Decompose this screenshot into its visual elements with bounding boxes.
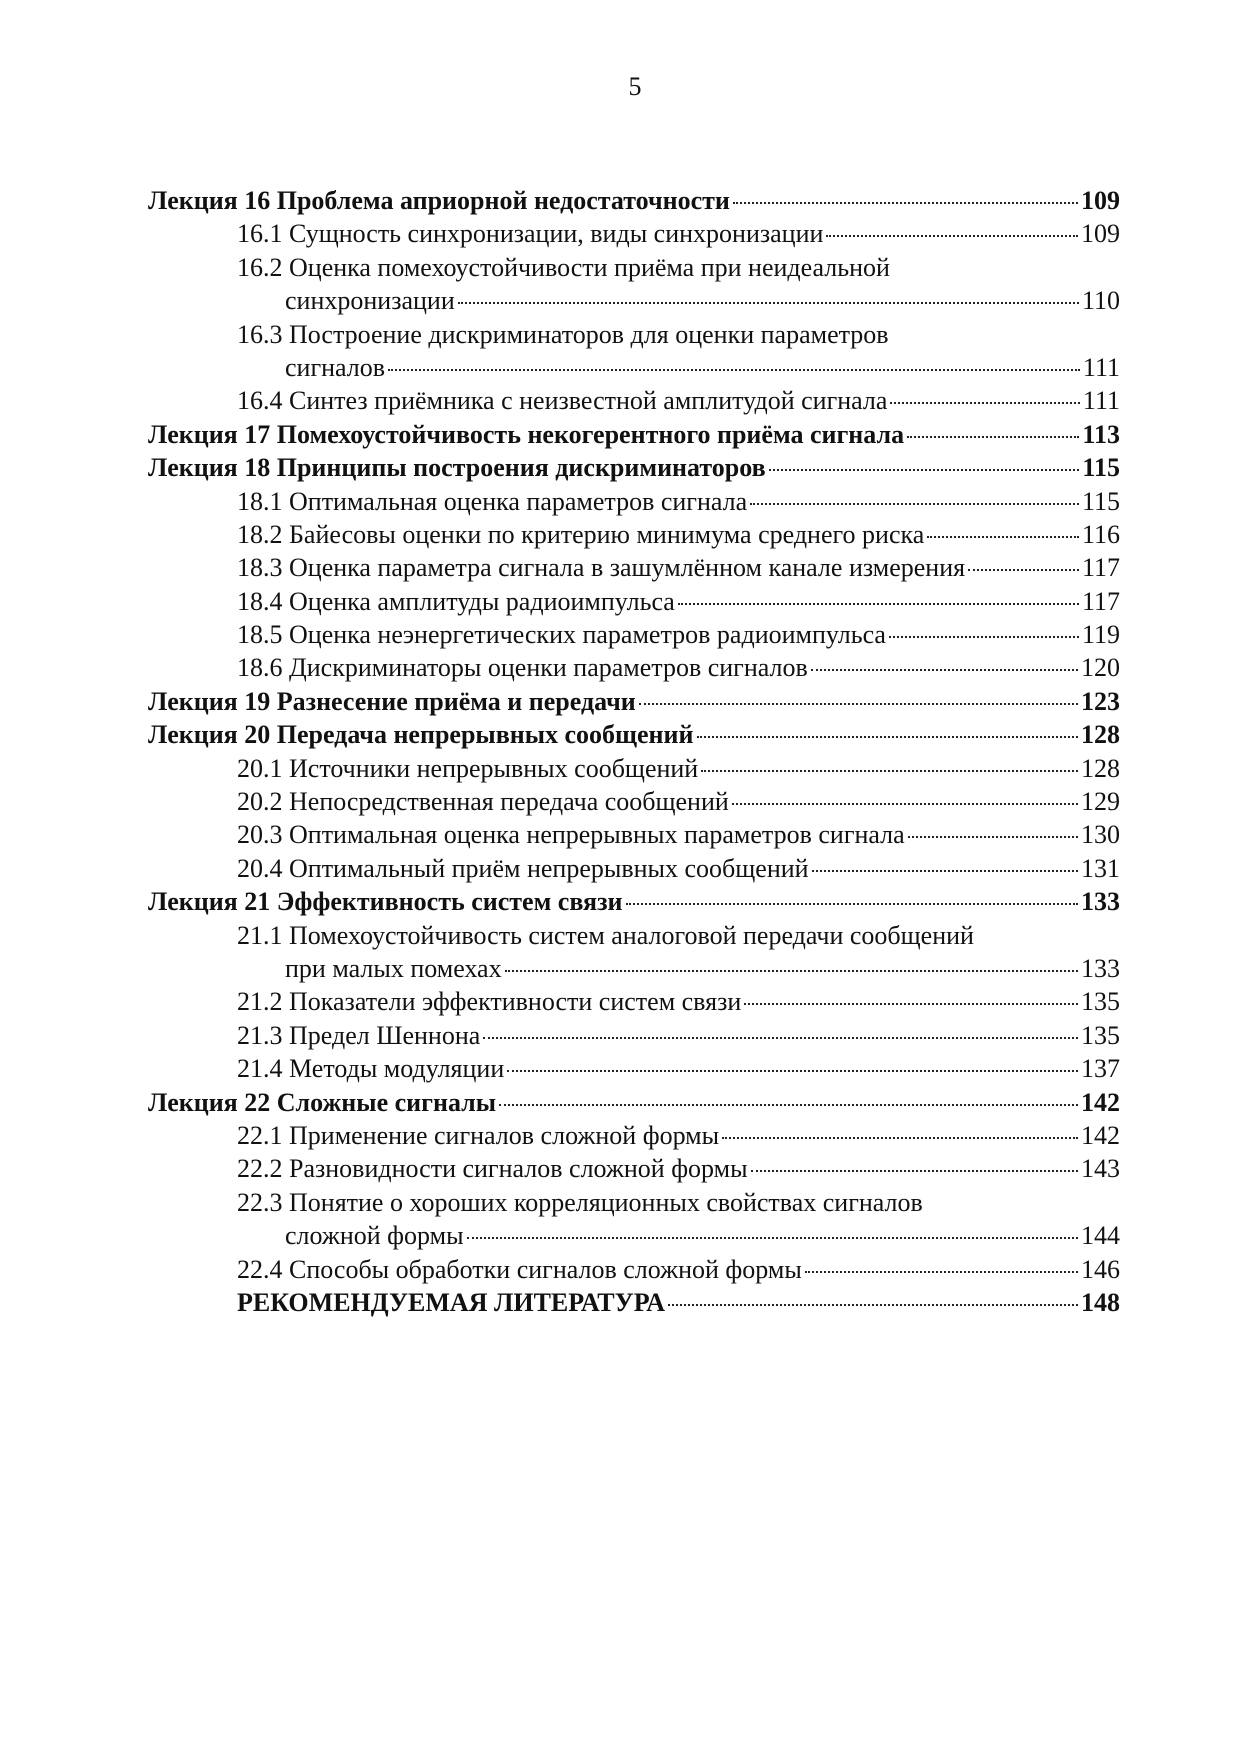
leader-dots bbox=[697, 736, 1079, 738]
toc-section-20-4[interactable] bbox=[148, 852, 1120, 885]
toc-entry-page: 143 bbox=[1081, 1154, 1120, 1184]
leader-dots bbox=[701, 770, 1078, 772]
toc-entry-page: 128 bbox=[1081, 753, 1120, 783]
toc-section-22-3-line1[interactable]: 22.3 Понятие о хороших корреляционных свойствах сигналов bbox=[237, 1187, 923, 1217]
toc-section-18-2[interactable] bbox=[148, 518, 1120, 551]
toc-entry-title: 16.1 Сущность синхронизации, виды синхронизации bbox=[237, 219, 824, 249]
toc-entry-title: Лекция 18 Принципы построения дискриминаторов bbox=[148, 453, 766, 483]
leader-dots bbox=[750, 503, 1079, 505]
toc-lecture-16[interactable] bbox=[148, 184, 1120, 217]
toc-section-18-1[interactable] bbox=[148, 485, 1120, 518]
toc-entry-page: 110 bbox=[1081, 286, 1120, 316]
toc-entry-page: 148 bbox=[1081, 1287, 1120, 1317]
toc-entry-title: 18.6 Дискриминаторы оценки параметров сигналов bbox=[237, 653, 808, 683]
toc-lecture-17[interactable] bbox=[148, 418, 1120, 451]
leader-dots bbox=[722, 1137, 1078, 1139]
toc-entry-page: 120 bbox=[1081, 653, 1120, 683]
toc-entry-page: 131 bbox=[1081, 853, 1120, 883]
toc-entry-title: Лекция 20 Передача непрерывных сообщений bbox=[148, 720, 694, 750]
toc-lecture-19[interactable] bbox=[148, 685, 1120, 718]
leader-dots bbox=[907, 436, 1079, 438]
leader-dots bbox=[639, 703, 1078, 705]
toc-entry-title: 18.4 Оценка амплитуды радиоимпульса bbox=[237, 586, 675, 616]
page-number: 5 bbox=[628, 72, 642, 101]
leader-dots bbox=[732, 803, 1078, 805]
toc-entry-title: 20.3 Оптимальная оценка непрерывных параметров сигнала bbox=[237, 820, 905, 850]
toc-entry-page: 146 bbox=[1081, 1254, 1120, 1284]
toc-section-22-3[interactable] bbox=[148, 1219, 1120, 1252]
toc-section-22-4[interactable] bbox=[148, 1253, 1120, 1286]
toc-entry-title: 20.2 Непосредственная передача сообщений bbox=[237, 787, 729, 817]
toc-entry-page: 129 bbox=[1081, 787, 1120, 817]
toc-entry-title: 22.4 Способы обработки сигналов сложной формы bbox=[237, 1254, 802, 1284]
toc-entry-title: 20.1 Источники непрерывных сообщений bbox=[237, 753, 699, 783]
toc-entry-title: Лекция 22 Сложные сигналы bbox=[148, 1087, 497, 1117]
toc-section-21-4[interactable] bbox=[148, 1052, 1120, 1085]
toc-entry-title: 20.4 Оптимальный приём непрерывных сообщений bbox=[237, 853, 809, 883]
toc-entry-title: 18.3 Оценка параметра сигнала в зашумлённом канале измерения bbox=[237, 553, 966, 583]
leader-dots bbox=[812, 870, 1078, 872]
toc-entry-page: 133 bbox=[1081, 887, 1120, 917]
toc-entry-page: 135 bbox=[1081, 1020, 1120, 1050]
toc-entry-title: сигналов bbox=[285, 352, 386, 382]
toc-recommended-literature[interactable] bbox=[148, 1286, 1120, 1319]
toc-section-20-3[interactable] bbox=[148, 818, 1120, 851]
toc-lecture-20[interactable] bbox=[148, 718, 1120, 751]
toc-entry-title: Лекция 21 Эффективность систем связи bbox=[148, 887, 623, 917]
toc-entry-title: 18.5 Оценка неэнергетических параметров радиоимпульса bbox=[237, 620, 886, 650]
leader-dots bbox=[744, 1003, 1078, 1005]
toc-entry-title: при малых помехах bbox=[285, 953, 502, 983]
toc-entry-page: 128 bbox=[1081, 720, 1120, 750]
leader-dots bbox=[811, 669, 1078, 671]
toc-entry-page: 123 bbox=[1081, 686, 1120, 716]
toc-entry-page: 113 bbox=[1082, 419, 1120, 449]
toc-entry-title: Лекция 19 Разнесение приёма и передачи bbox=[148, 686, 636, 716]
toc-entry-title: сложной формы bbox=[285, 1221, 464, 1251]
toc-section-22-2[interactable] bbox=[148, 1152, 1120, 1185]
toc-section-18-4[interactable] bbox=[148, 585, 1120, 618]
toc-section-16-4[interactable] bbox=[148, 384, 1120, 417]
toc-entry-title: 18.1 Оптимальная оценка параметров сигнала bbox=[237, 486, 748, 516]
leader-dots bbox=[388, 369, 1080, 371]
toc-entry-page: 130 bbox=[1081, 820, 1120, 850]
toc-section-20-1[interactable] bbox=[148, 752, 1120, 785]
toc-entry-title: Лекция 16 Проблема априорной недостаточности bbox=[148, 186, 730, 215]
toc-entry-page: 142 bbox=[1081, 1087, 1120, 1117]
toc-entry-title: 16.4 Синтез приёмника с неизвестной амплитудой сигнала bbox=[237, 386, 888, 416]
toc-section-20-2[interactable] bbox=[148, 785, 1120, 818]
toc-entry-page: 109 bbox=[1081, 219, 1120, 249]
toc-entry-page: 115 bbox=[1081, 486, 1120, 516]
toc-entry-page: 133 bbox=[1081, 953, 1120, 983]
leader-dots bbox=[751, 1170, 1078, 1172]
toc-entry-page: 137 bbox=[1081, 1054, 1120, 1084]
leader-dots bbox=[678, 603, 1079, 605]
toc-section-18-3[interactable] bbox=[148, 551, 1120, 584]
toc-entry-page: 111 bbox=[1082, 352, 1120, 382]
toc-entry-page: 115 bbox=[1082, 453, 1120, 483]
toc-section-16-1[interactable] bbox=[148, 217, 1120, 250]
toc-section-21-3[interactable] bbox=[148, 1019, 1120, 1052]
toc-entry-title: 22.1 Применение сигналов сложной формы bbox=[237, 1120, 720, 1150]
toc-entry-title: Лекция 17 Помехоустойчивость некогерентного приёма сигнала bbox=[148, 419, 905, 449]
toc-section-21-2[interactable] bbox=[148, 985, 1120, 1018]
leader-dots bbox=[908, 836, 1078, 838]
toc-entry-page: 117 bbox=[1081, 586, 1120, 616]
leader-dots bbox=[733, 202, 1078, 204]
toc-entry-page: 144 bbox=[1081, 1221, 1120, 1251]
leader-dots bbox=[499, 1104, 1078, 1106]
toc-section-22-1[interactable] bbox=[148, 1119, 1120, 1152]
toc-entry-title: РЕКОМЕНДУЕМАЯ ЛИТЕРАТУРА bbox=[237, 1287, 666, 1317]
toc-section-21-1[interactable] bbox=[148, 952, 1120, 985]
toc-lecture-18[interactable] bbox=[148, 451, 1120, 484]
leader-dots bbox=[889, 636, 1079, 638]
toc-entry-title: 22.2 Разновидности сигналов сложной формы bbox=[237, 1154, 748, 1184]
toc-entry-page: 119 bbox=[1081, 620, 1120, 650]
leader-dots bbox=[927, 536, 1079, 538]
toc-lecture-21[interactable] bbox=[148, 885, 1120, 918]
toc-section-16-3-line1[interactable]: 16.3 Построение дискриминаторов для оценки параметров bbox=[237, 319, 889, 349]
toc-section-18-6[interactable] bbox=[148, 651, 1120, 684]
toc-entry-page: 117 bbox=[1081, 553, 1120, 583]
toc-section-16-2[interactable] bbox=[148, 284, 1120, 317]
toc-entry-page: 142 bbox=[1081, 1120, 1120, 1150]
toc-entry-page: 116 bbox=[1081, 519, 1120, 549]
leader-dots bbox=[769, 469, 1080, 471]
toc-entry-page: 135 bbox=[1081, 987, 1120, 1017]
toc-entry-page: 111 bbox=[1082, 386, 1120, 416]
leader-dots bbox=[467, 1237, 1078, 1239]
leader-dots bbox=[458, 302, 1079, 304]
toc-entry-title: 18.2 Байесовы оценки по критерию минимума среднего риска bbox=[237, 519, 925, 549]
toc-entry-title: 21.3 Предел Шеннона bbox=[237, 1020, 481, 1050]
toc-section-16-3[interactable] bbox=[148, 351, 1120, 384]
leader-dots bbox=[483, 1037, 1078, 1039]
leader-dots bbox=[668, 1304, 1078, 1306]
toc-entry-page: 109 bbox=[1081, 186, 1120, 215]
leader-dots bbox=[505, 970, 1078, 972]
leader-dots bbox=[890, 402, 1079, 404]
table-of-contents bbox=[148, 184, 1120, 1319]
toc-entry-title: 21.4 Методы модуляции bbox=[237, 1054, 505, 1084]
leader-dots bbox=[826, 235, 1078, 237]
leader-dots bbox=[626, 903, 1078, 905]
leader-dots bbox=[805, 1271, 1078, 1273]
toc-entry-title: 21.2 Показатели эффективности систем связи bbox=[237, 987, 742, 1017]
toc-section-18-5[interactable] bbox=[148, 618, 1120, 651]
toc-section-16-2-line1[interactable]: 16.2 Оценка помехоустойчивости приёма при неидеальной bbox=[237, 252, 890, 282]
toc-entry-title: синхронизации bbox=[285, 286, 455, 316]
toc-lecture-22[interactable] bbox=[148, 1086, 1120, 1119]
leader-dots bbox=[507, 1070, 1078, 1072]
leader-dots bbox=[968, 569, 1079, 571]
toc-section-21-1-line1[interactable]: 21.1 Помехоустойчивость систем аналоговой передачи сообщений bbox=[237, 920, 974, 950]
